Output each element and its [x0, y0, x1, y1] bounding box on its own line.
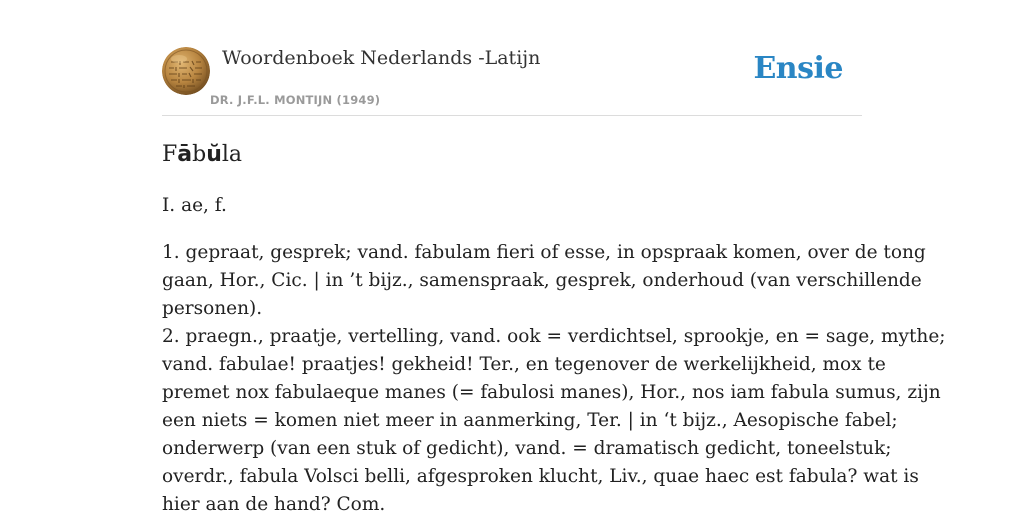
page	[162, 0, 946, 512]
ensie-logo-link[interactable]: Ensie	[753, 51, 843, 86]
definition-line: personen).	[162, 298, 263, 319]
definition-line: hier aan de hand? Com.	[162, 494, 386, 512]
title-part: b	[192, 142, 207, 167]
definition-line: 2. praegn., praatje, vertelling, vand. ook = verdichtsel, sprookje, en = sage, mythe;	[162, 326, 946, 347]
grammar-info: I. ae, f.	[162, 195, 227, 216]
definition-line: onderwerp (van een stuk of gedicht), vand. = dramatisch gedicht, toneelstuk;	[162, 438, 892, 459]
definition-line: een niets = komen niet meer in aanmerking, Ter. | in ‘t bijz., Aesopische fabel;	[162, 410, 898, 431]
definition-line: premet nox fabulaeque manes (= fabulosi manes), Hor., nos iam fabula sumus, zijn	[162, 382, 941, 403]
seal-image	[162, 47, 210, 95]
definition-line: vand. fabulae! praatjes! gekheid! Ter., en tegenover de werkelijkheid, mox te	[162, 354, 886, 375]
book-seal-icon	[162, 47, 210, 95]
title-part: F	[162, 142, 178, 167]
book-author[interactable]: DR. J.F.L. MONTIJN (1949)	[210, 93, 381, 107]
entry-title	[162, 140, 242, 170]
entry-definition	[162, 239, 946, 512]
title-part-long-vowel: ā	[177, 142, 193, 167]
title-part: la	[221, 142, 243, 167]
definition-line: 1. gepraat, gesprek; vand. fabulam fieri of esse, in opspraak komen, over de tong	[162, 242, 926, 263]
book-header	[162, 0, 862, 116]
definition-line: gaan, Hor., Cic. | in ’t bijz., samenspraak, gesprek, onderhoud (van verschillende	[162, 270, 922, 291]
definition-line: overdr., fabula Volsci belli, afgesproken klucht, Liv., quae haec est fabula? wat is	[162, 466, 919, 487]
title-part-short-vowel: ŭ	[206, 142, 222, 167]
book-title[interactable]: Woordenboek Nederlands -Latijn	[222, 47, 541, 69]
